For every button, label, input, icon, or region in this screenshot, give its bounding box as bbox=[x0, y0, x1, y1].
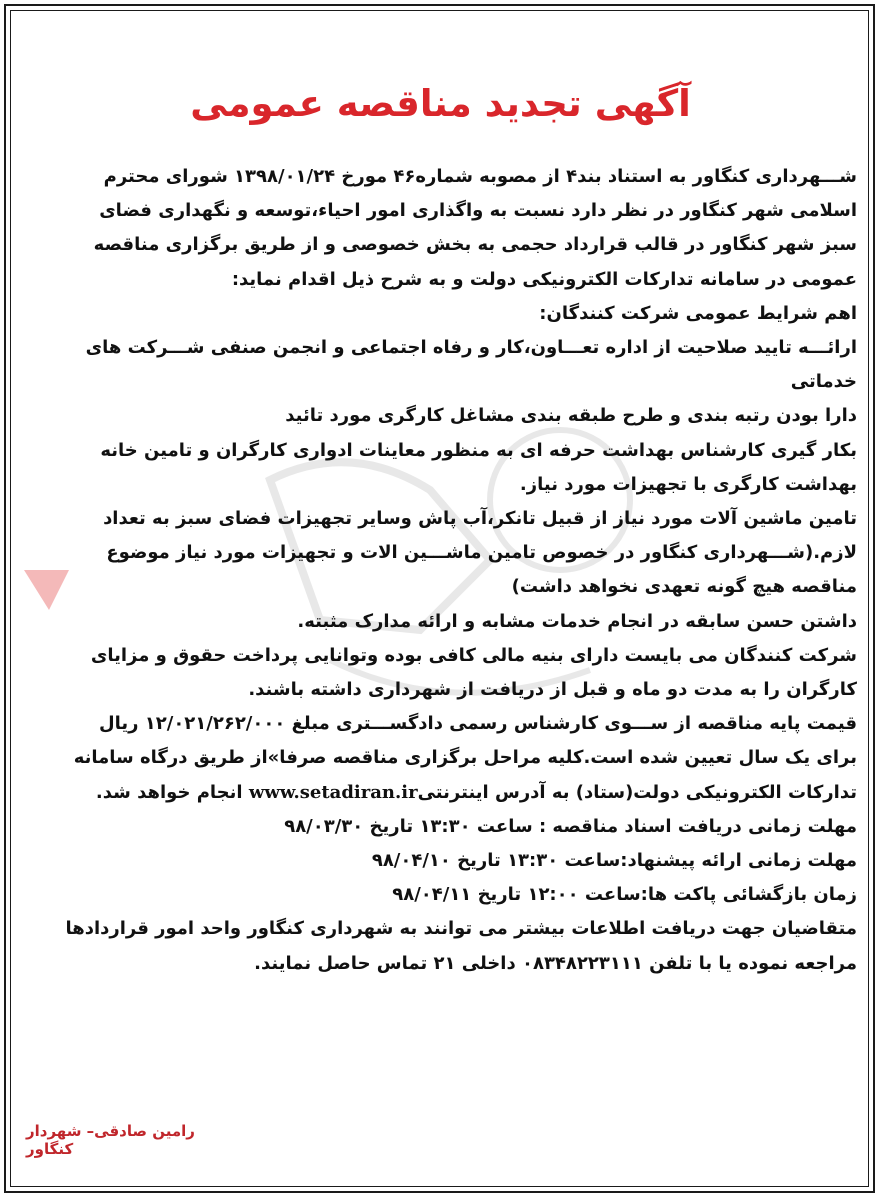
body-line: اسلامی شهر کنگاور در نظر دارد نسبت به واگذاری امور احیاء،توسعه و نگهداری فضای bbox=[99, 200, 857, 222]
setad-line-after: انجام خواهد شد. bbox=[95, 781, 249, 803]
body-line: قیمت پایه مناقصه از ســـوی کارشناس رسمی دادگســـتری مبلغ ۱۲/۰۲۱/۲۶۲/۰۰۰ ریال bbox=[99, 713, 857, 735]
opening-time: زمان بازگشائی پاکت ها:ساعت ۱۲:۰۰ تاریخ ۹۸/۰۴/۱۱ bbox=[392, 884, 857, 906]
body-line: سبز شهر کنگاور در قالب قرارداد حجمی به بخش خصوصی و از طریق برگزاری مناقصه bbox=[93, 234, 857, 256]
body-line: شرکت کنندگان می بایست دارای بنیه مالی کافی بوده وتوانایی پرداخت حقوق و مزایای bbox=[90, 644, 857, 666]
section-heading: اهم شرایط عمومی شرکت کنندگان: bbox=[539, 302, 857, 324]
body-line: متقاضیان جهت دریافت اطلاعات بیشتر می توانند به شهرداری کنگاور واحد امور قراردادها bbox=[65, 918, 857, 940]
body-line: مناقصه هیچ گونه تعهدی نخواهد داشت) bbox=[511, 576, 857, 598]
body-line: تامین ماشین آلات مورد نیاز از قبیل تانکر،آب پاش وسایر تجهیزات فضای سبز به تعداد bbox=[103, 508, 857, 530]
setad-url-link[interactable]: www.setadiran.ir bbox=[248, 781, 418, 803]
notice-title: آگهی تجدید مناقصه عمومی bbox=[190, 82, 691, 125]
body-line: دارا بودن رتبه بندی و طرح طبقه بندی مشاغل کارگری مورد تائید bbox=[285, 405, 857, 427]
body-line: عمومی در سامانه تدارکات الکترونیکی دولت و به شرح ذیل اقدام نماید: bbox=[231, 268, 857, 290]
contact-line: مراجعه نموده یا با تلفن ۰۸۳۴۸۲۲۳۱۱۱ داخلی ۲۱ تماس حاصل نمایند. bbox=[254, 952, 857, 974]
body-line: خدماتی bbox=[790, 371, 857, 393]
body-line: بهداشت کارگری با تجهیزات مورد نیاز. bbox=[519, 473, 857, 495]
setad-line bbox=[24, 776, 857, 810]
body-line: لازم.(شـــهرداری کنگاور در خصوص تامین ماشـــین الات و تجهیزات مورد نیاز موضوع bbox=[106, 542, 857, 564]
body-line: ارائـــه تایید صلاحیت از اداره تعـــاون،کار و رفاه اجتماعی و انجمن صنفی شـــرکت های bbox=[85, 337, 857, 359]
body-line: بکار گیری کارشناس بهداشت حرفه ای به منظور معاینات ادواری کارگران و تامین خانه bbox=[100, 439, 857, 461]
notice-body bbox=[24, 160, 857, 981]
body-line: شـــهرداری کنگاور به استناد بند۴ از مصوبه شماره۴۶ مورخ ۱۳۹۸/۰۱/۲۴ شورای محترم bbox=[103, 166, 857, 187]
body-line: برای یک سال تعیین شده است.کلیه مراحل برگزاری مناقصه صرفا»از طریق درگاه سامانه bbox=[73, 747, 857, 769]
signature: رامین صادقی– شهردار کنگاور bbox=[26, 1122, 195, 1158]
setad-line-before: تدارکات الکترونیکی دولت(ستاد) به آدرس اینترنتی bbox=[417, 781, 857, 803]
body-line: داشتن حسن سابقه در انجام خدمات مشابه و ارائه مدارک مثبته. bbox=[297, 610, 857, 632]
deadline-documents: مهلت زمانی دریافت اسناد مناقصه : ساعت ۱۳:۳۰ تاریخ ۹۸/۰۳/۳۰ bbox=[284, 815, 857, 837]
deadline-proposals: مهلت زمانی ارائه پیشنهاد:ساعت ۱۳:۳۰ تاریخ ۹۸/۰۴/۱۰ bbox=[371, 850, 857, 872]
body-line: کارگران را به مدت دو ماه و قبل از دریافت از شهرداری داشته باشند. bbox=[248, 679, 857, 701]
